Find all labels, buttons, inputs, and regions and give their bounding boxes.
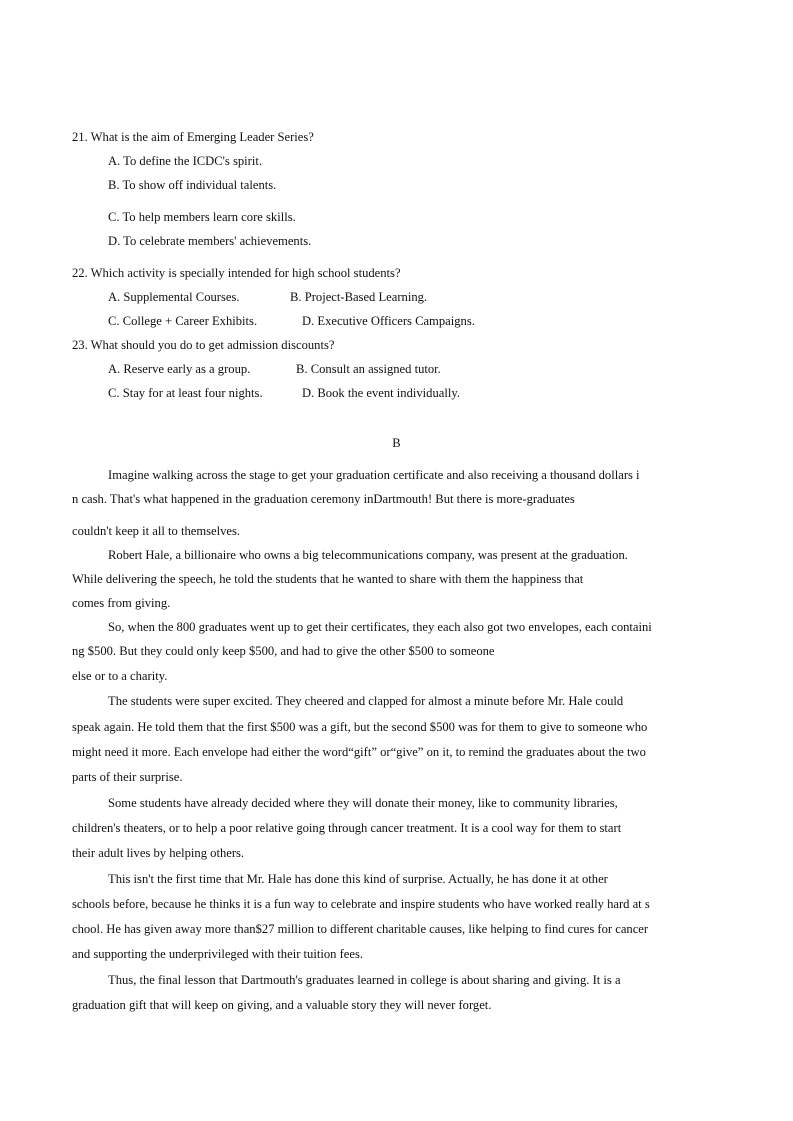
passage-line: their adult lives by helping others.	[72, 846, 245, 860]
passage-line: Robert Hale, a billionaire who owns a big telecommunications company, was present at the graduation.	[108, 548, 628, 562]
question-22-stem: 22. Which activity is specially intended for high school students?	[72, 266, 401, 280]
question-23-option-c: C. Stay for at least four nights.	[108, 386, 263, 400]
question-22-option-b: B. Project-Based Learning.	[290, 290, 428, 304]
passage-line: and supporting the underprivileged with their tuition fees.	[72, 947, 363, 961]
passage-line: schools before, because he thinks it is a fun way to celebrate and inspire students who have worked really hard at s	[72, 897, 650, 911]
question-21-stem: 21. What is the aim of Emerging Leader Series?	[72, 130, 314, 144]
passage-line: might need it more. Each envelope had either the word“gift” or“give” on it, to remind the graduates about the two	[72, 745, 646, 759]
question-22-option-a: A. Supplemental Courses.	[108, 290, 240, 304]
question-22-option-d: D. Executive Officers Campaigns.	[302, 314, 475, 328]
passage-line: chool. He has given away more than$27 million to different charitable causes, like helping to find cures for cancer	[72, 922, 649, 936]
passage-line: So, when the 800 graduates went up to get their certificates, they each also got two envelopes, each containi	[108, 620, 652, 634]
passage-line: ng $500. But they could only keep $500, and had to give the other $500 to someone	[72, 644, 495, 658]
passage-line: parts of their surprise.	[72, 770, 183, 784]
passage-line: Some students have already decided where they will donate their money, like to community libraries,	[108, 796, 618, 810]
passage-line: children's theaters, or to help a poor relative going through cancer treatment. It is a cool way for them to start	[72, 821, 622, 835]
passage-line: couldn't keep it all to themselves.	[72, 524, 241, 538]
passage-line: Imagine walking across the stage to get your graduation certificate and also receiving a thousand dollars i	[108, 468, 640, 482]
passage-line: n cash. That's what happened in the graduation ceremony inDartmouth! But there is more-graduates	[72, 492, 575, 506]
passage-line: Thus, the final lesson that Dartmouth's graduates learned in college is about sharing and giving. It is a	[108, 973, 621, 987]
passage-line: While delivering the speech, he told the students that he wanted to share with them the happiness that	[72, 572, 584, 586]
question-21-option-c: C. To help members learn core skills.	[108, 210, 296, 224]
section-label: B	[392, 436, 401, 450]
question-23-option-a: A. Reserve early as a group.	[108, 362, 251, 376]
passage-line: graduation gift that will keep on giving, and a valuable story they will never forget.	[72, 998, 492, 1012]
passage-line: This isn't the first time that Mr. Hale has done this kind of surprise. Actually, he has done it at other	[108, 872, 608, 886]
passage-line: speak again. He told them that the first $500 was a gift, but the second $500 was for them to give to someone who	[72, 720, 648, 734]
passage-line: The students were super excited. They cheered and clapped for almost a minute before Mr. Hale could	[108, 694, 624, 708]
question-23-option-b: B. Consult an assigned tutor.	[296, 362, 441, 376]
question-21-option-d: D. To celebrate members' achievements.	[108, 234, 312, 248]
question-23-option-d: D. Book the event individually.	[302, 386, 460, 400]
passage-line: else or to a charity.	[72, 669, 168, 683]
question-21-option-a: A. To define the ICDC's spirit.	[108, 154, 263, 168]
passage-line: comes from giving.	[72, 596, 171, 610]
question-23-stem: 23. What should you do to get admission discounts?	[72, 338, 335, 352]
question-22-option-c: C. College + Career Exhibits.	[108, 314, 258, 328]
question-21-option-b: B. To show off individual talents.	[108, 178, 277, 192]
